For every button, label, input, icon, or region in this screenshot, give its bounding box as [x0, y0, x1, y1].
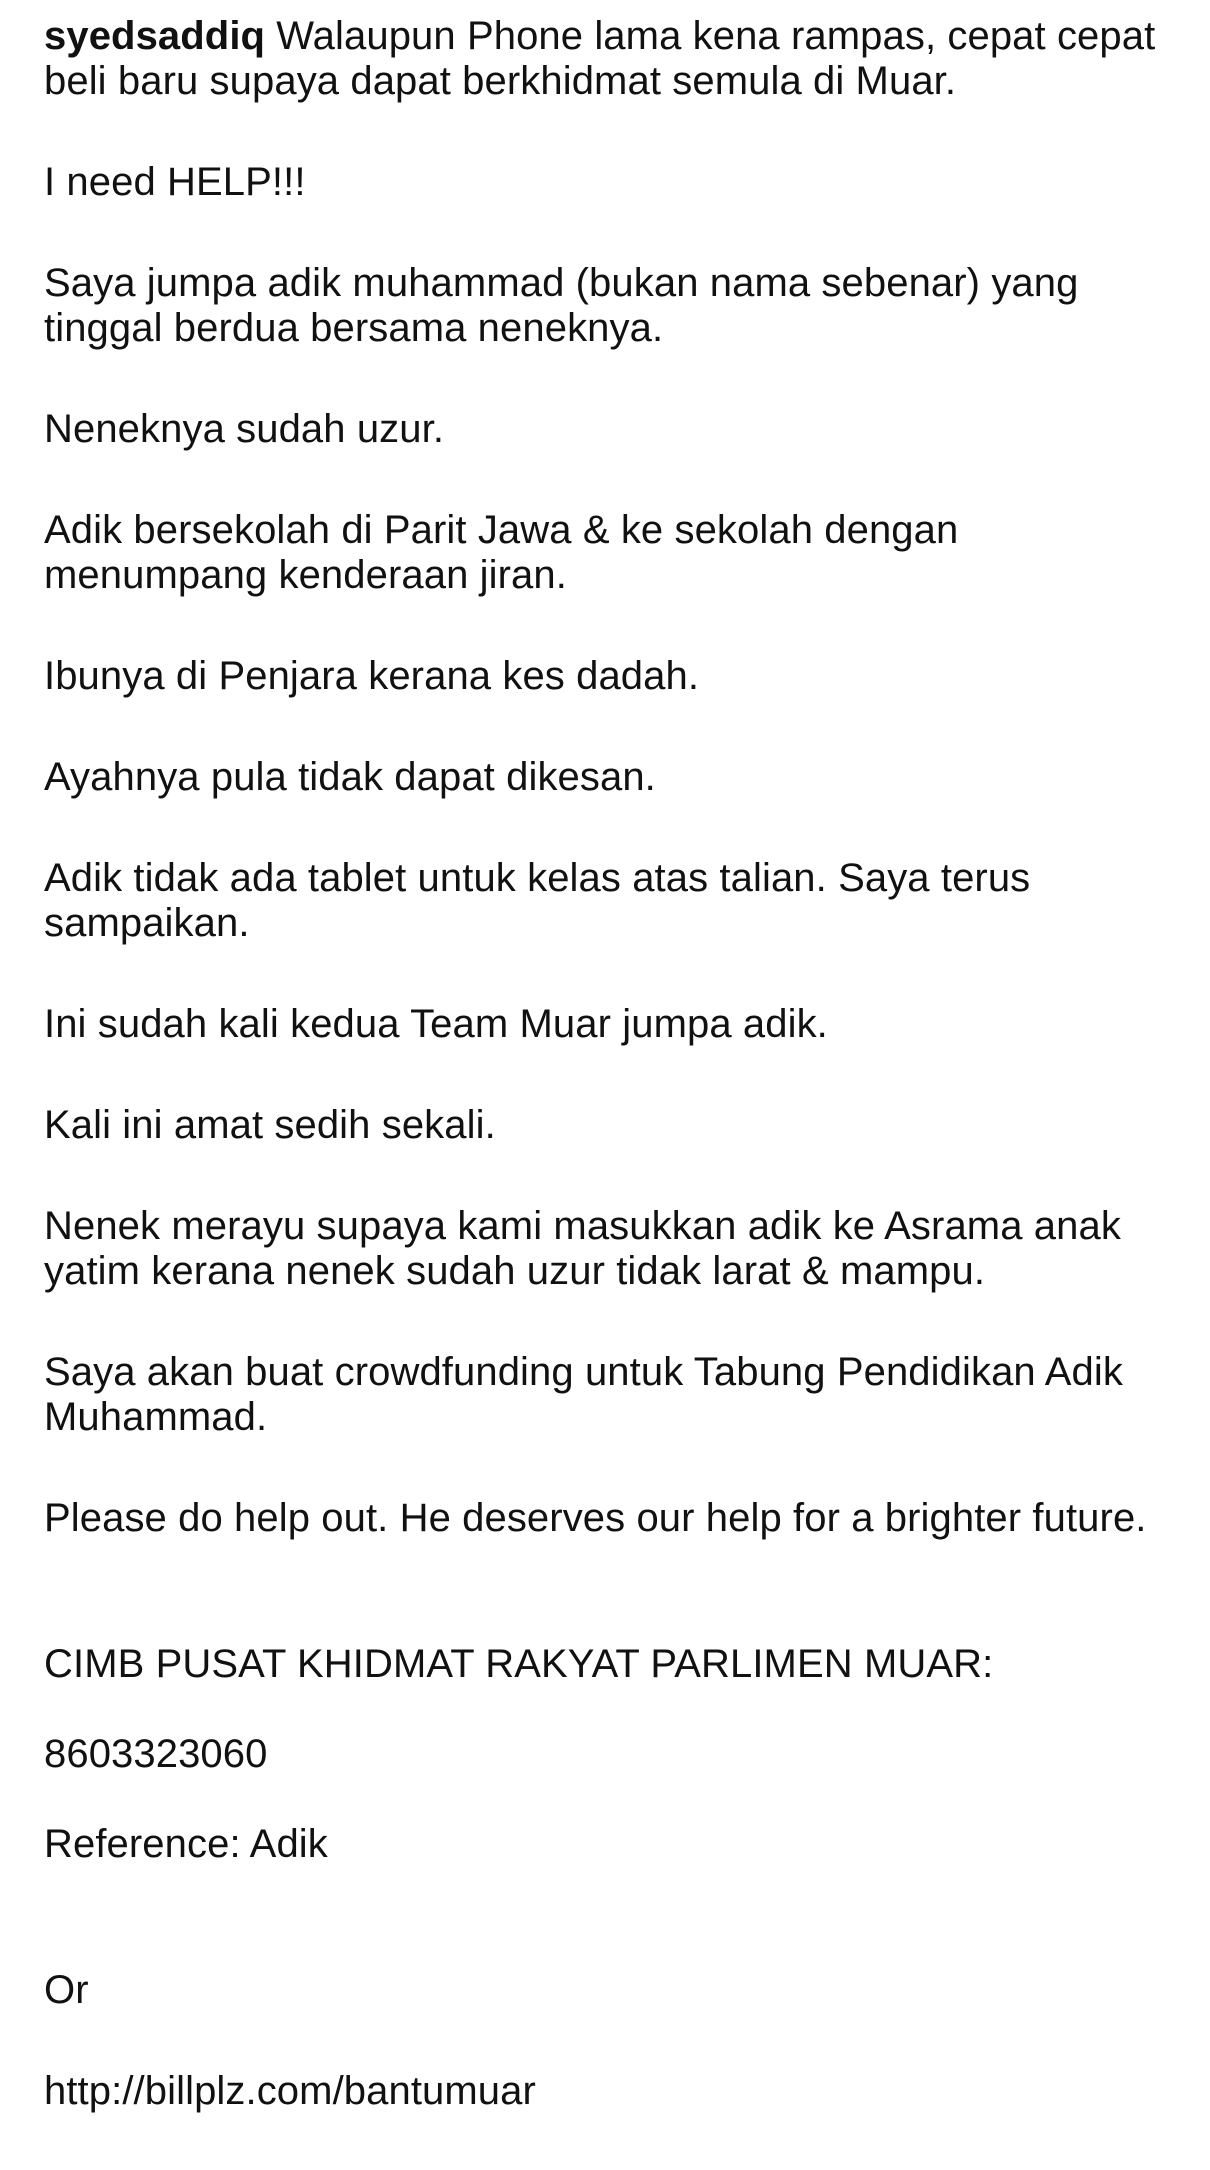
- donation-link-row: [44, 2069, 1174, 2114]
- caption-paragraph: Adik bersekolah di Parit Jawa & ke sekolah dengan menumpang kenderaan jiran.: [44, 508, 959, 597]
- bank-account-number: 8603323060: [44, 1732, 268, 1776]
- donation-link[interactable]: http://billplz.com/bantumuar: [44, 2069, 536, 2113]
- caption-paragraph: Adik tidak ada tablet untuk kelas atas talian. Saya terus sampaikan.: [44, 856, 1031, 945]
- caption-paragraph: Ini sudah kali kedua Team Muar jumpa adik.: [44, 1002, 828, 1046]
- caption-paragraph: Please do help out. He deserves our help for a brighter future.: [44, 1496, 1147, 1540]
- caption-paragraph: Ayahnya pula tidak dapat dikesan.: [44, 755, 656, 799]
- bank-account-name: CIMB PUSAT KHIDMAT RAKYAT PARLIMEN MUAR:: [44, 1642, 994, 1686]
- caption-paragraph: Neneknya sudah uzur.: [44, 407, 445, 451]
- caption-paragraph: Saya jumpa adik muhammad (bukan nama sebenar) yang tinggal berdua bersama neneknya.: [44, 261, 1079, 350]
- caption-paragraph: Ibunya di Penjara kerana kes dadah.: [44, 654, 700, 698]
- or-text: Or: [44, 1968, 89, 2012]
- intro-text: Walaupun Phone lama kena rampas, cepat cepat beli baru supaya dapat berkhidmat semula di Muar.: [44, 14, 1156, 103]
- caption-paragraph: Nenek merayu supaya kami masukkan adik ke Asrama anak yatim kerana nenek sudah uzur tidak larat & mampu.: [44, 1204, 1121, 1293]
- caption-intro: [44, 14, 1174, 104]
- caption-paragraph: Saya akan buat crowdfunding untuk Tabung Pendidikan Adik Muhammad.: [44, 1350, 1123, 1439]
- caption-paragraph: Kali ini amat sedih sekali.: [44, 1103, 496, 1147]
- bank-reference: Reference: Adik: [44, 1822, 328, 1866]
- caption-paragraph: I need HELP!!!: [44, 160, 306, 204]
- username-link[interactable]: syedsaddiq: [44, 14, 266, 58]
- bank-details: [44, 1597, 1174, 1912]
- post-caption: [44, 14, 1174, 2170]
